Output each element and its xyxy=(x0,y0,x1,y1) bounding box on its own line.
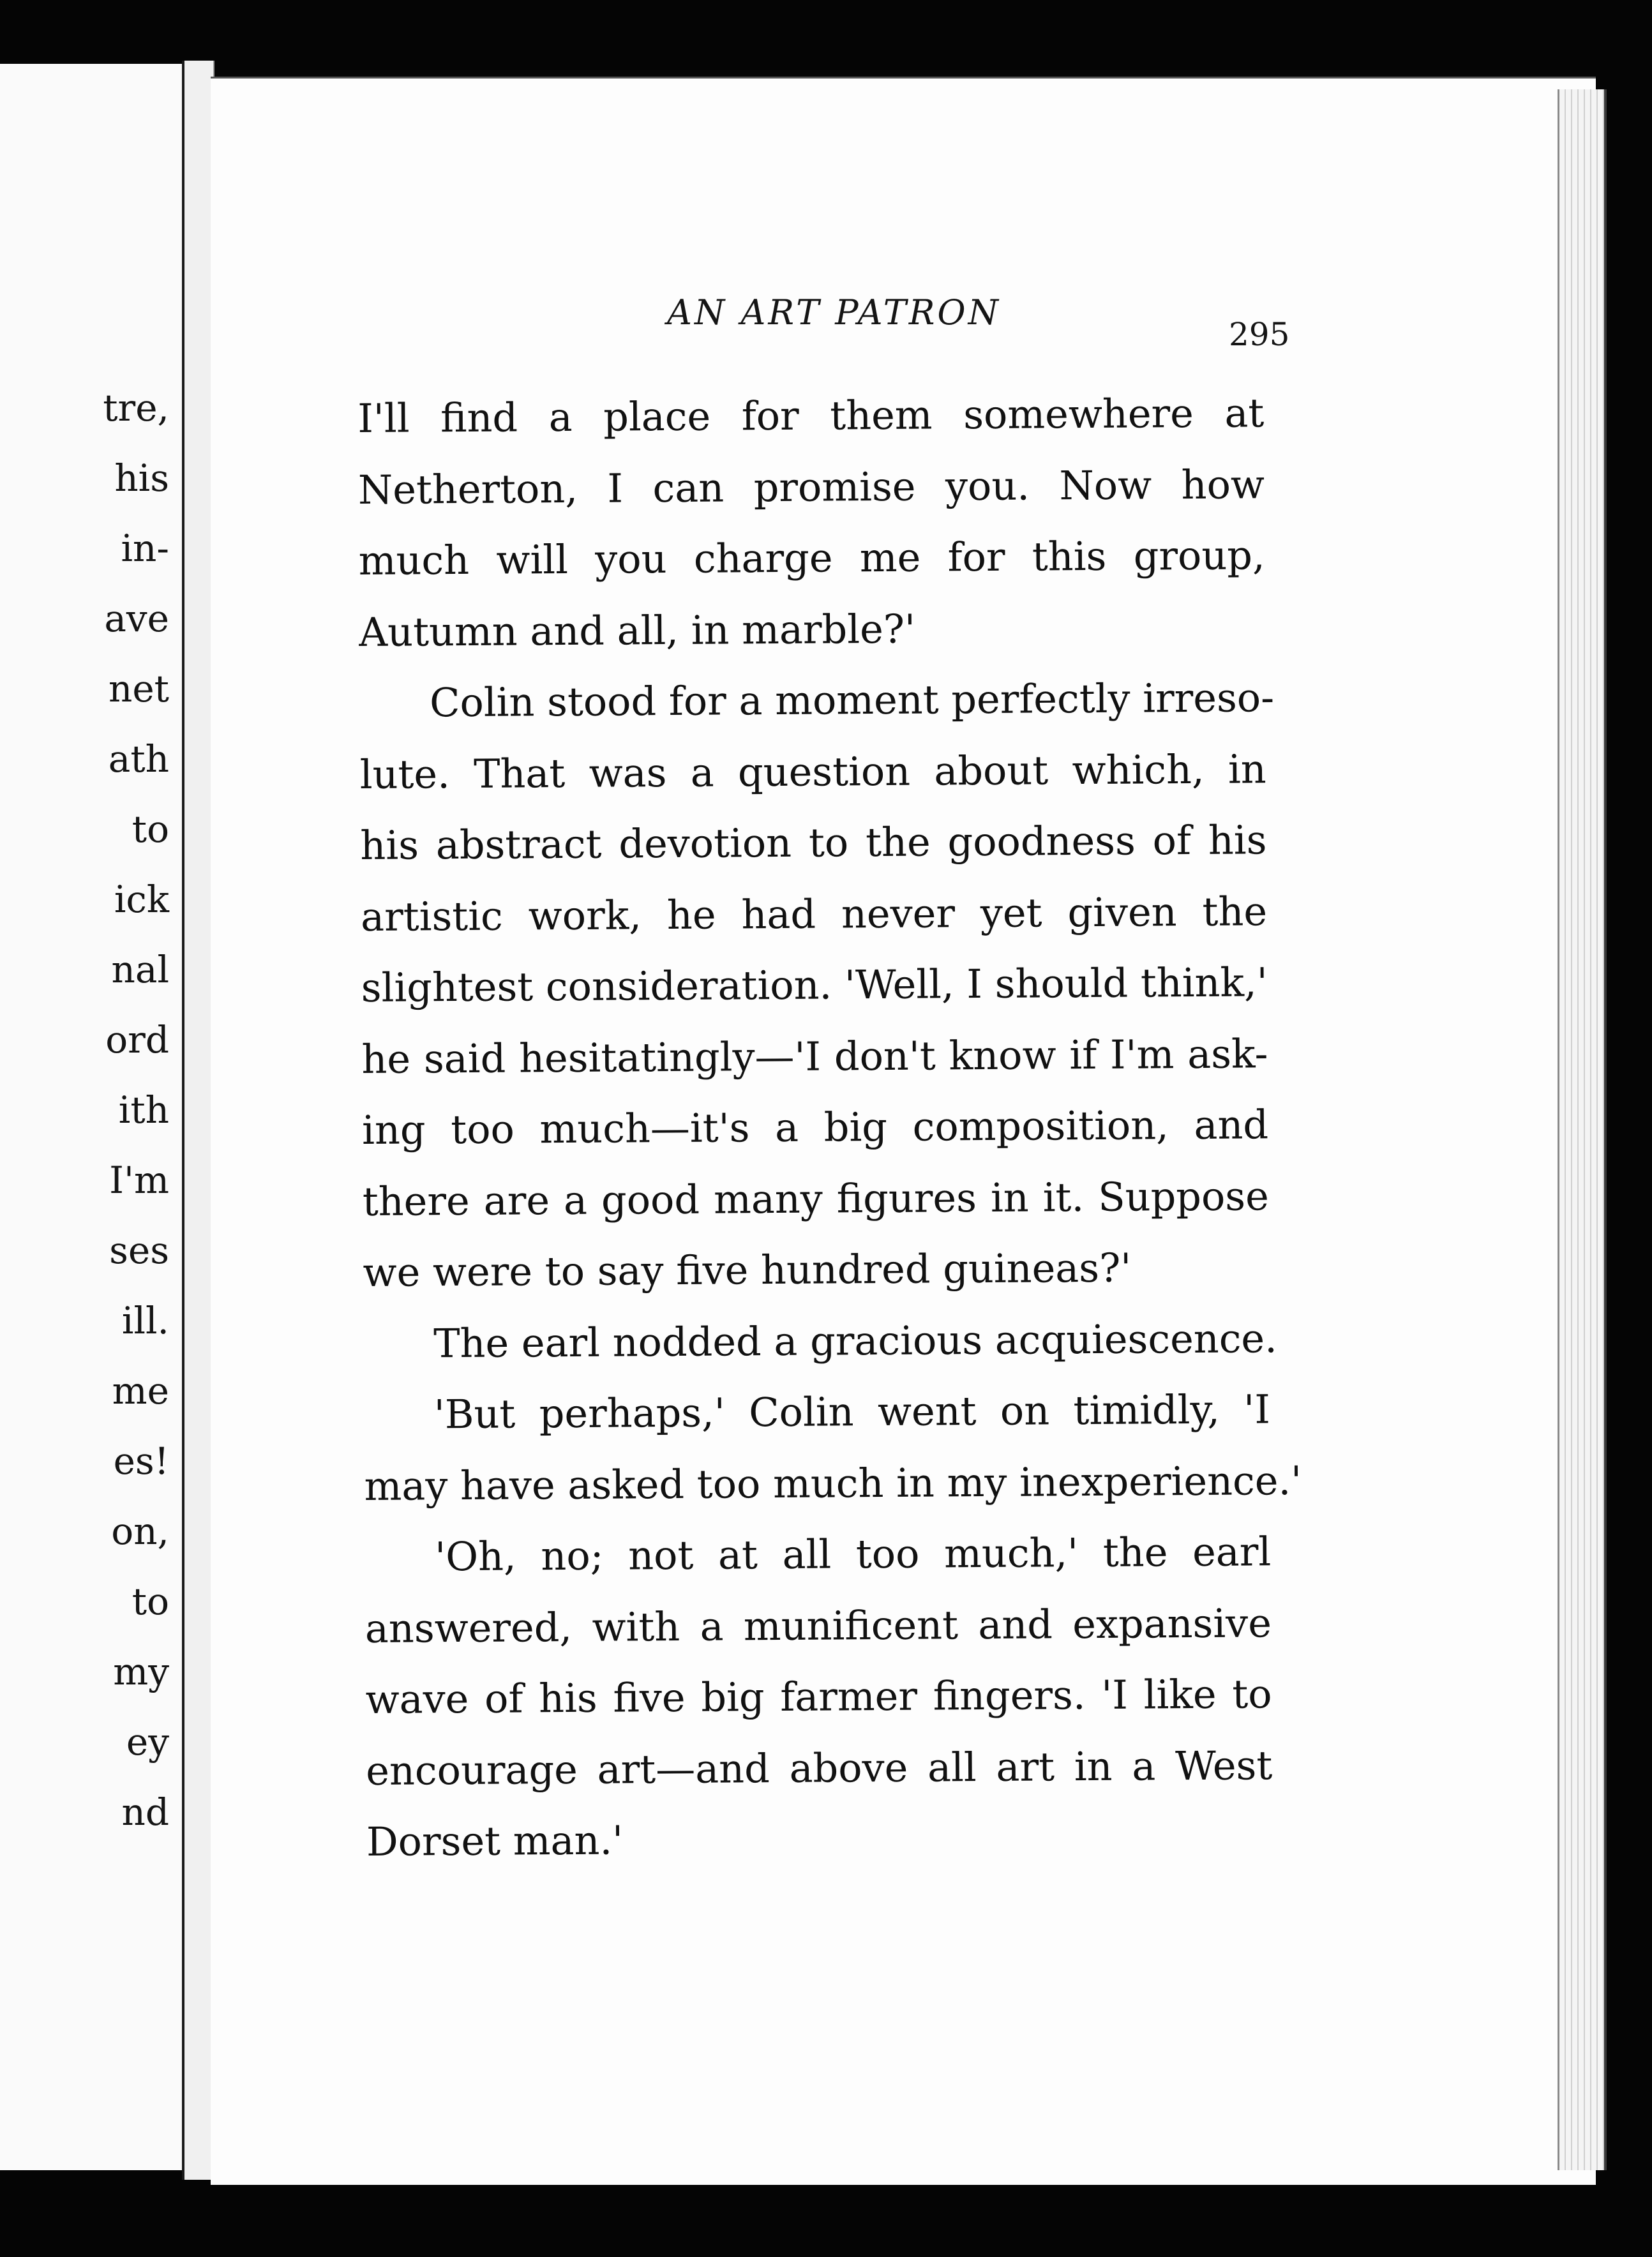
left-line-fragment: ord xyxy=(105,1018,169,1061)
left-line-fragment: to xyxy=(131,807,169,851)
text-line: may have asked too much in my inexperience.' xyxy=(364,1457,1302,1510)
page-number: 295 xyxy=(1229,316,1290,353)
left-line-fragment: tre, xyxy=(103,386,169,430)
text-line: 'But perhaps,' Colin went on timidly, 'I xyxy=(433,1386,1271,1438)
text-line: ing too much—it's a big composition, and xyxy=(361,1101,1269,1153)
text-line: much will you charge me for this group, xyxy=(358,532,1265,584)
left-line-fragment: me xyxy=(112,1369,169,1413)
page-edges xyxy=(1558,89,1607,2170)
running-head: AN ART PATRON xyxy=(667,292,1001,333)
text-line: The earl nodded a gracious acquiescence. xyxy=(433,1314,1278,1367)
left-line-fragment: net xyxy=(109,667,169,710)
text-line: wave of his five big farmer fingers. 'I like to xyxy=(365,1670,1272,1723)
left-line-fragment: ath xyxy=(108,737,169,781)
left-line-fragment: nd xyxy=(121,1790,169,1834)
text-line: 'Oh, no; not at all too much,' the earl xyxy=(435,1528,1272,1580)
left-line-fragment: I'm xyxy=(109,1158,169,1202)
body-text xyxy=(357,377,1302,1877)
text-line: there are a good many figures in it. Suppose xyxy=(362,1172,1270,1225)
left-line-fragment: ses xyxy=(109,1229,169,1272)
left-line-fragment: ick xyxy=(114,878,169,921)
left-line-fragment: es! xyxy=(113,1439,169,1483)
text-line: Autumn and all, in marble?' xyxy=(359,605,916,656)
left-line-fragment: on, xyxy=(111,1510,169,1553)
text-line: encourage art—and above all art in a West xyxy=(366,1741,1273,1794)
text-line: slightest consideration. 'Well, I should think,' xyxy=(361,959,1268,1011)
text-line: Netherton, I can promise you. Now how xyxy=(357,460,1265,513)
book-gutter xyxy=(182,61,214,2180)
left-facing-page xyxy=(0,64,184,2170)
left-line-fragment: in- xyxy=(121,527,169,570)
text-line: he said hesitatingly—'I don't know if I'm ask- xyxy=(361,1030,1268,1083)
text-line: lute. That was a question about which, in xyxy=(359,745,1266,798)
left-line-fragment: ith xyxy=(118,1088,169,1132)
left-line-fragment: ave xyxy=(104,597,169,640)
text-line: answered, with a munificent and expansive xyxy=(364,1599,1272,1652)
text-line: Dorset man.' xyxy=(366,1817,624,1865)
text-line: artistic work, he had never yet given the xyxy=(360,887,1268,940)
text-line: Colin stood for a moment perfectly irreso- xyxy=(429,674,1275,726)
text-line: his abstract devotion to the goodness of his xyxy=(360,816,1267,869)
text-line: I'll find a place for them somewhere at xyxy=(357,389,1265,442)
left-line-fragment: to xyxy=(131,1580,169,1623)
left-line-fragment: ill. xyxy=(121,1299,169,1342)
left-line-fragment: his xyxy=(114,456,169,500)
left-line-fragment: ey xyxy=(126,1720,169,1764)
left-line-fragment: nal xyxy=(111,948,169,991)
text-line: we were to say five hundred guineas?' xyxy=(363,1244,1132,1296)
left-line-fragment: my xyxy=(113,1650,169,1693)
